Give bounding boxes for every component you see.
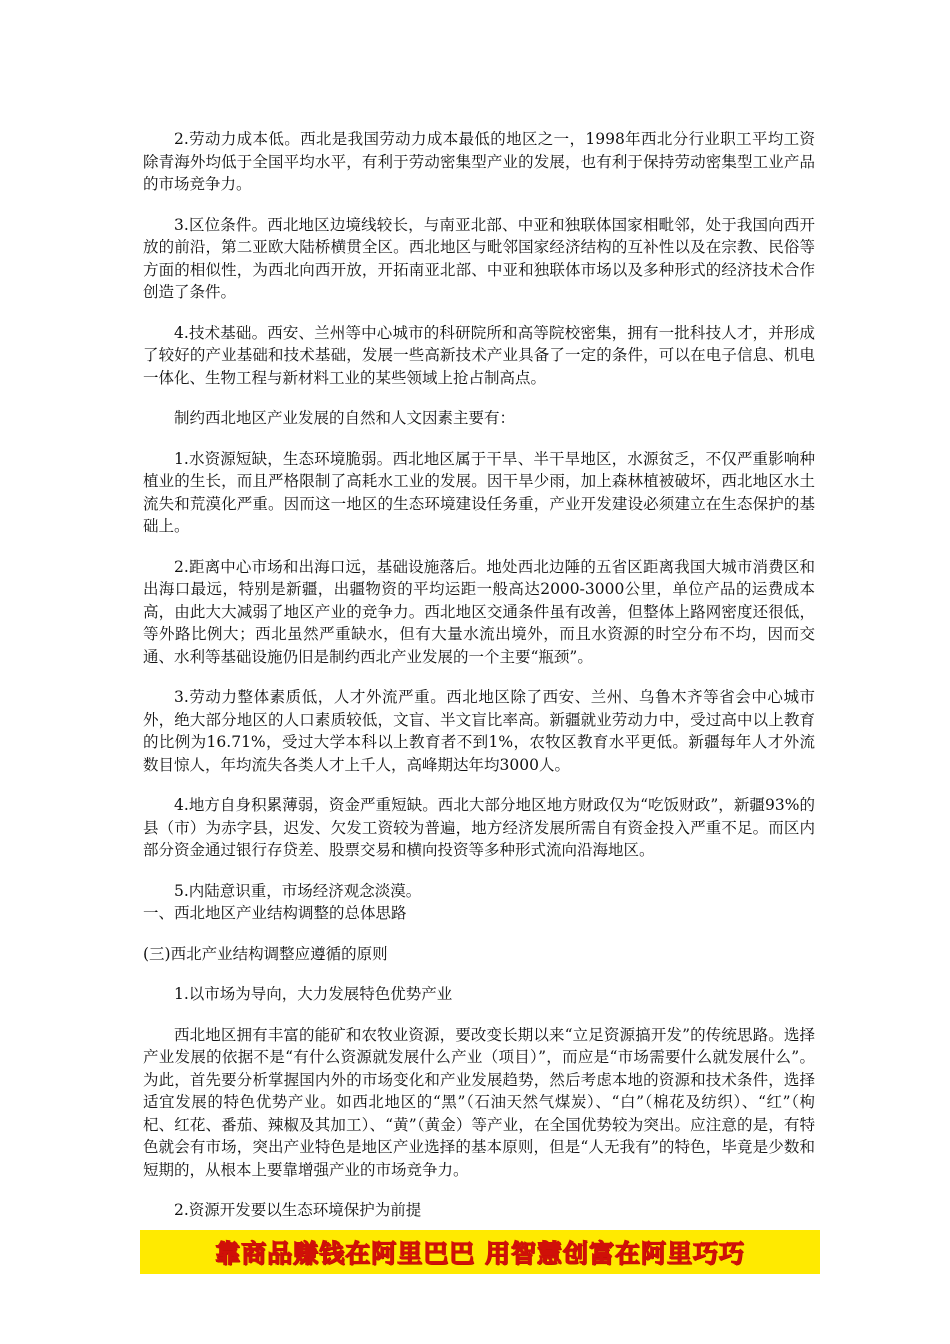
paragraph-capital: 4.地方自身积累薄弱，资金严重短缺。西北大部分地区地方财政仅为“吃饭财政”，新疆93%的县（市）为赤字县，迟发、欠发工资较为普遍，地方经济发展所需自有资金投入严重不足。而区内部分资金通过银行存贷差、股票交易和横向投资等多种形式流向沿海地区。 [143, 796, 815, 859]
paragraph-water: 1.水资源短缺，生态环境脆弱。西北地区属于干旱、半干旱地区，水源贫乏，不仅严重影响种植业的生长，而且严格限制了高耗水工业的发展。因干旱少雨，加上森林植被破坏，西北地区水土流失和荒漠化严重。因而这一地区的生态环境建设任务重，产业开发建设必须建立在生态保护的基础上。 [143, 449, 815, 535]
paragraph-market-oriented: 西北地区拥有丰富的能矿和农牧业资源，要改变长期以来“立足资源搞开发”的传统思路。选择产业发展的依据不是“有什么资源就发展什么产业（项目）”，而应是“市场需要什么就发展什么”。为此，首先要分析掌握国内外的市场变化和产业发展趋势，然后考虑本地的资源和技术条件，选择适宜发展的特色优势产业。如西北地区的“黑”（石油天然气煤炭）、“白”（棉花及纺织）、“红”（枸杞、红花、番茄、辣椒及其加工）、“黄”（黄金）等产业，在全国优势较为突出。应注意的是，有特色就会有市场，突出产业特色是地区产业选择的基本原则，但是“人无我有”的特色，毕竟是少数和短期的，从根本上要靠增强产业的市场竞争力。 [143, 1025, 815, 1179]
paragraph-inland: 5.内陆意识重，市场经济观念淡漠。 [174, 881, 422, 900]
subsection-heading: (三)西北产业结构调整应遵循的原则 [143, 944, 388, 963]
principle-heading-2: 2.资源开发要以生态环境保护为前提 [174, 1201, 422, 1219]
paragraph-labor-quality: 3.劳动力整体素质低，人才外流严重。西北地区除了西安、兰州、乌鲁木齐等省会中心城市外，绝大部分地区的人口素质较低，文盲、半文盲比率高。新疆就业劳动力中，受过高中以上教育的比例为16.71%，受过大学本科以上教育者不到1%，农牧区教育水平更低。新疆每年人才外流数目惊人，年均流失各类人才上千人，高峰期达年均3000人。 [143, 688, 815, 774]
paragraph-constraints-intro: 制约西北地区产业发展的自然和人文因素主要有： [174, 409, 516, 427]
principle-heading-1: 1.以市场为导向，大力发展特色优势产业 [174, 985, 453, 1003]
section-heading: 一、西北地区产业结构调整的总体思路 [143, 904, 407, 922]
ad-banner[interactable]: 靠商品赚钱在阿里巴巴 用智慧创富在阿里巧巧 [140, 1230, 820, 1274]
paragraph-distance: 2.距离中心市场和出海口远，基础设施落后。地处西北边陲的五省区距离我国大城市消费区和出海口最远，特别是新疆，出疆物资的平均运距一般高达2000-3000公里，单位产品的运费成本高，由此大大减弱了地区产业的竞争力。西北地区交通条件虽有改善，但整体上路网密度还很低，等外路比例大；西北虽然严重缺水，但有大量水流出境外，而且水资源的时空分布不均，因而交通、水利等基础设施仍旧是制约西北产业发展的一个主要“瓶颈”。 [143, 557, 815, 666]
paragraph-labor-cost: 2.劳动力成本低。西北是我国劳动力成本最低的地区之一，1998年西北分行业职工平均工资除青海外均低于全国平均水平，有利于劳动密集型产业的发展，也有利于保持劳动密集型工业产品的市场竞争力。 [143, 130, 815, 193]
paragraph-location: 3.区位条件。西北地区边境线较长，与南亚北部、中亚和独联体国家相毗邻，处于我国向西开放的前沿，第二亚欧大陆桥横贯全区。西北地区与毗邻国家经济结构的互补性以及在宗教、民俗等方面的相似性，为西北向西开放，开拓南亚北部、中亚和独联体市场以及多种形式的经济技术合作创造了条件。 [143, 215, 815, 301]
paragraph-technology: 4.技术基础。西安、兰州等中心城市的科研院所和高等院校密集，拥有一批科技人才，并形成了较好的产业基础和技术基础，发展一些高新技术产业具备了一定的条件，可以在电子信息、机电一体化、生物工程与新材料工业的某些领域上抢占制高点。 [143, 323, 815, 387]
document-body [143, 128, 815, 1222]
